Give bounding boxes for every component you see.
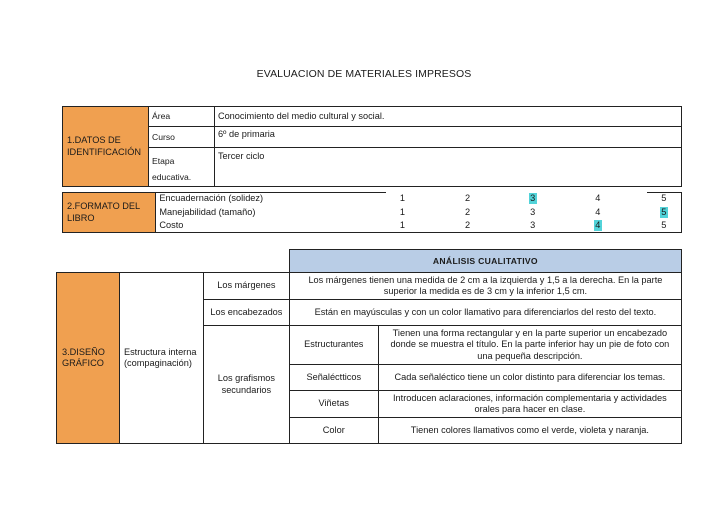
criterion-costo: Costo [156, 220, 386, 233]
format-table [62, 192, 682, 233]
score-manejabilidad-3: 3 [530, 206, 536, 217]
score-encuadernacion-5: 5 [661, 193, 667, 203]
identification-table [62, 106, 682, 187]
field-etapa-value: Tercer ciclo [214, 148, 681, 187]
encabezados-text: Están en mayúsculas y con un color llamativo para diferenciarlos del resto del texto. [289, 300, 681, 326]
encabezados-label: Los encabezados [203, 300, 289, 326]
grafismos-label: Los grafismos secundarios [203, 326, 289, 444]
margenes-label: Los márgenes [203, 273, 289, 300]
score-manejabilidad-4: 4 [595, 206, 601, 217]
score-costo-3: 3 [530, 219, 536, 230]
score-encuadernacion-2: 2 [464, 192, 471, 203]
criterion-encuadernacion: Encuadernación (solidez) [156, 193, 386, 207]
field-etapa-label: Etapa educativa. [148, 148, 214, 187]
senalecticos-text: Cada señaléctico tiene un color distinto para diferenciar los temas. [378, 365, 681, 391]
page-title: EVALUACION DE MATERIALES IMPRESOS [256, 68, 472, 80]
section3-sublabel: Estructura interna (compaginación) [119, 273, 203, 444]
field-curso-label: Curso [148, 127, 214, 148]
analysis-header: ANÁLISIS CUALITATIVO [289, 250, 681, 273]
score-costo-5: 5 [661, 219, 667, 230]
color-label: Color [289, 418, 378, 444]
section2-label: 2.FORMATO DEL LIBRO [63, 193, 156, 233]
field-area-value: Conocimiento del medio cultural y social. [214, 107, 681, 127]
senalecticos-label: Señaléctticos [289, 365, 378, 391]
design-table [56, 249, 682, 444]
field-area-label: Área [148, 107, 214, 127]
score-manejabilidad-5-selected: 5 [661, 206, 667, 217]
score-manejabilidad-1: 1 [399, 206, 405, 217]
section3-label: 3.DISEÑO GRÁFICO [57, 273, 120, 444]
field-curso-value: 6º de primaria [214, 127, 681, 148]
score-manejabilidad-2: 2 [464, 206, 471, 217]
section1-label: 1.DATOS DE IDENTIFICACIÓN [63, 107, 149, 187]
score-costo-1: 1 [399, 219, 405, 230]
vinetas-text: Introducen aclaraciones, información complementaria y actividades orales para hacer en clase. [378, 391, 681, 418]
estructurantes-text: Tienen una forma rectangular y en la parte superior un encabezado donde se muestra el título. En la parte inferior hay un pie de foto con una pequeña descripción. [378, 326, 681, 365]
score-costo-2: 2 [464, 219, 471, 230]
score-encuadernacion-3-selected: 3 [530, 192, 536, 203]
estructurantes-label: Estructurantes [289, 326, 378, 365]
score-encuadernacion-1: 1 [399, 192, 405, 203]
criterion-manejabilidad: Manejabilidad (tamaño) [156, 207, 386, 220]
score-encuadernacion-4: 4 [595, 192, 601, 203]
margenes-text: Los márgenes tienen una medida de 2 cm a la izquierda y 1,5 a la derecha. En la parte superior la medida es de 3 cm y la inferior 1,5 cm. [289, 273, 681, 300]
color-text: Tienen colores llamativos como el verde, violeta y naranja. [378, 418, 681, 444]
score-costo-4-selected: 4 [595, 219, 601, 230]
vinetas-label: Viñetas [289, 391, 378, 418]
